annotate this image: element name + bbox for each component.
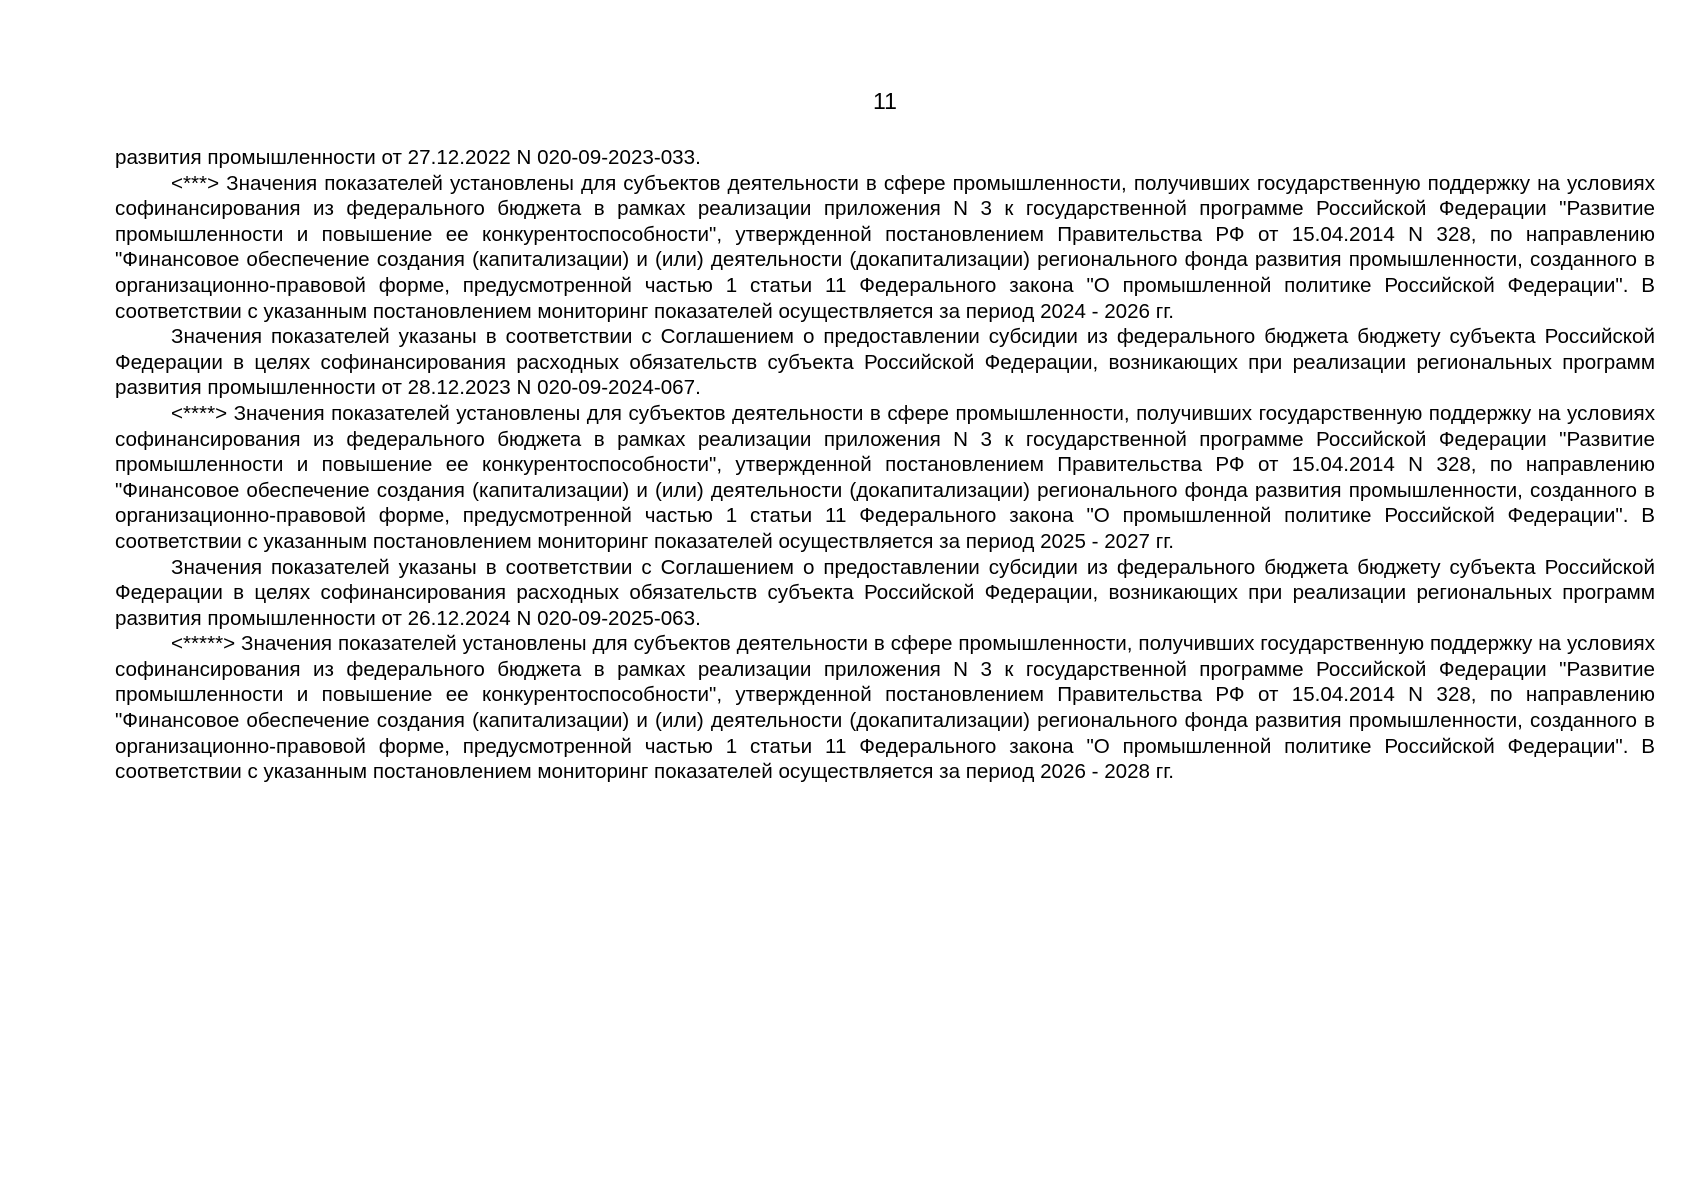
document-body	[115, 145, 1655, 785]
agreement-paragraph: Значения показателей указаны в соответствии с Соглашением о предоставлении субсидии из федерального бюджета бюджету субъекта Российской Федерации в целях софинансирования расходных обязательств субъекта Российской Федерации, возникающих при реализации региональных программ развития промышленности от 26.12.2024 N 020-09-2025-063.	[115, 555, 1655, 630]
paragraph-continuation: развития промышленности от 27.12.2022 N 020-09-2023-033.	[115, 146, 701, 169]
page-number: 11	[873, 88, 897, 114]
agreement-paragraph: Значения показателей указаны в соответствии с Соглашением о предоставлении субсидии из федерального бюджета бюджету субъекта Российской Федерации в целях софинансирования расходных обязательств субъекта Российской Федерации, возникающих при реализации региональных программ развития промышленности от 28.12.2023 N 020-09-2024-067.	[115, 325, 1655, 400]
footnote-paragraph: <***> Значения показателей установлены для субъектов деятельности в сфере промышленности, получивших государственную поддержку на условиях софинансирования из федерального бюджета в рамках реализации приложения N 3 к государственной программе Российской Федерации "Развитие промышленности и повышение ее конкурентоспособности", утвержденной постановлением Правительства РФ от 15.04.2014 N 328, по направлению "Финансовое обеспечение создания (капитализации) и (или) деятельности (докапитализации) регионального фонда развития промышленности, созданного в организационно-правовой форме, предусмотренной частью 1 статьи 11 Федерального закона "О промышленной политике Российской Федерации". В соответствии с указанным постановлением мониторинг показателей осуществляется за период 2024 - 2026 гг.	[115, 171, 1655, 323]
footnote-paragraph: <*****> Значения показателей установлены для субъектов деятельности в сфере промышленности, получивших государственную поддержку на условиях софинансирования из федерального бюджета в рамках реализации приложения N 3 к государственной программе Российской Федерации "Развитие промышленности и повышение ее конкурентоспособности", утвержденной постановлением Правительства РФ от 15.04.2014 N 328, по направлению "Финансовое обеспечение создания (капитализации) и (или) деятельности (докапитализации) регионального фонда развития промышленности, созданного в организационно-правовой форме, предусмотренной частью 1 статьи 11 Федерального закона "О промышленной политике Российской Федерации". В соответствии с указанным постановлением мониторинг показателей осуществляется за период 2026 - 2028 гг.	[115, 632, 1655, 784]
footnote-paragraph: <****> Значения показателей установлены для субъектов деятельности в сфере промышленности, получивших государственную поддержку на условиях софинансирования из федерального бюджета в рамках реализации приложения N 3 к государственной программе Российской Федерации "Развитие промышленности и повышение ее конкурентоспособности", утвержденной постановлением Правительства РФ от 15.04.2014 N 328, по направлению "Финансовое обеспечение создания (капитализации) и (или) деятельности (докапитализации) регионального фонда развития промышленности, созданного в организационно-правовой форме, предусмотренной частью 1 статьи 11 Федерального закона "О промышленной политике Российской Федерации". В соответствии с указанным постановлением мониторинг показателей осуществляется за период 2025 - 2027 гг.	[115, 401, 1655, 553]
